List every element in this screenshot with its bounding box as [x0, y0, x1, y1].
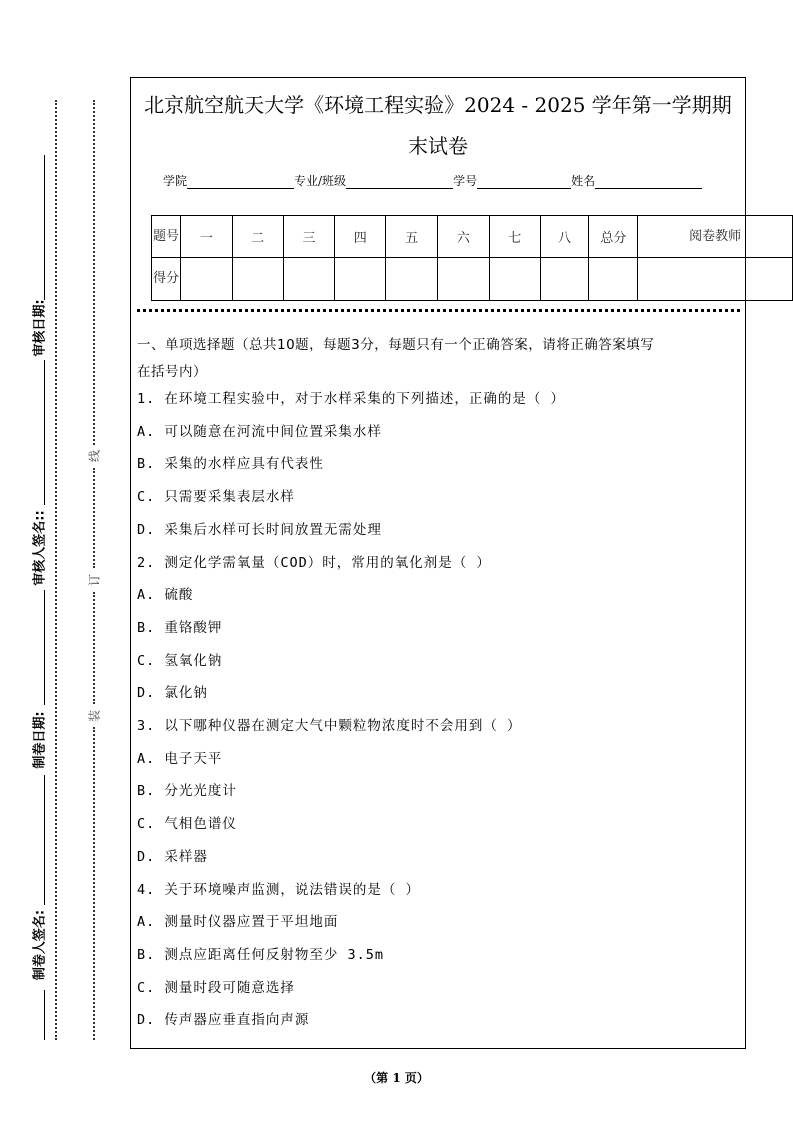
answer-option: B. 采集的水样应具有代表性: [137, 456, 324, 473]
sign-line: [44, 590, 45, 705]
student-id-label: 学号: [453, 174, 478, 188]
score-cell[interactable]: [489, 258, 540, 301]
score-cell[interactable]: [335, 258, 386, 301]
exam-title-cont: 末试卷: [408, 134, 468, 158]
name-field[interactable]: [595, 174, 702, 189]
answer-option: D. 采样器: [137, 848, 208, 865]
answer-option: A. 电子天平: [137, 750, 223, 767]
sign-line: [44, 360, 45, 505]
score-table-header: 阅卷教师: [638, 216, 793, 258]
score-table-header: 四: [335, 216, 386, 258]
answer-option: B. 分光光度计: [137, 783, 237, 800]
binding-mark-xian: 线: [87, 449, 102, 463]
answer-option: C. 气相色谱仪: [137, 816, 237, 833]
sign-line: [44, 990, 45, 1040]
question-stem: 1. 在环境工程实验中，对于水样采集的下列描述，正确的是（ ）: [137, 391, 566, 407]
score-table: [151, 215, 793, 301]
binding-dotted-line: [93, 727, 95, 1040]
binding-mark-zhuang: 装: [87, 709, 102, 723]
page-number: （第 1 页）: [364, 1071, 429, 1085]
answer-option: C. 测量时段可随意选择: [137, 979, 295, 996]
answer-option: C. 氢氧化钠: [137, 652, 223, 669]
answer-option: A. 可以随意在河流中间位置采集水样: [137, 423, 382, 440]
score-table-header: 二: [232, 216, 283, 258]
score-table-header: 八: [540, 216, 589, 258]
answer-option: A. 硫酸: [137, 587, 194, 604]
score-cell[interactable]: [437, 258, 489, 301]
binding-dotted-line: [93, 100, 95, 445]
name-label: 姓名: [571, 174, 596, 188]
exam-title: 北京航空航天大学《环境工程实验》2024 - 2025 学年第一学期期: [144, 93, 732, 117]
binding-mark-ding: 订: [87, 573, 102, 587]
maker-date-label: 制卷日期:: [32, 711, 48, 769]
score-table-header: 三: [283, 216, 335, 258]
score-cell[interactable]: [540, 258, 589, 301]
student-info-form: [163, 172, 702, 189]
score-table-header: 总分: [589, 216, 638, 258]
score-row-label: 得分: [152, 258, 181, 301]
answer-option: B. 测点应距离任何反射物至少 3.5m: [137, 946, 385, 963]
section-heading-cont: 在括号内）: [137, 364, 207, 380]
maker-sign-label: 制卷人签名:: [32, 909, 48, 981]
answer-option: D. 传声器应垂直指向声源: [137, 1012, 310, 1029]
reviewer-sign-label: 审核人签名::: [32, 510, 48, 586]
major-field[interactable]: [346, 174, 453, 189]
college-label: 学院: [163, 174, 188, 188]
score-table-header: 六: [437, 216, 489, 258]
score-cell[interactable]: [232, 258, 283, 301]
sign-line: [44, 155, 45, 300]
student-id-field[interactable]: [477, 174, 571, 189]
college-field[interactable]: [187, 174, 294, 189]
answer-option: D. 采集后水样可长时间放置无需处理: [137, 521, 382, 538]
answer-option: D. 氯化钠: [137, 685, 208, 702]
reviewer-date-label: 审核日期:: [32, 299, 48, 357]
binding-dotted-line: [93, 592, 95, 704]
answer-option: C. 只需要采集表层水样: [137, 489, 295, 506]
score-cell[interactable]: [283, 258, 335, 301]
score-cell[interactable]: [589, 258, 638, 301]
binding-dotted-line: [93, 468, 95, 568]
seal-dotted-line: [137, 309, 740, 312]
section-heading: 一、单项选择题（总共10题，每题3分，每题只有一个正确答案，请将正确答案填写: [137, 337, 655, 353]
outer-dotted-line: [55, 100, 57, 1040]
answer-option: A. 测量时仪器应置于平坦地面: [137, 914, 339, 931]
score-cell[interactable]: [386, 258, 438, 301]
score-table-header: 题号: [152, 216, 181, 258]
score-cell[interactable]: [638, 258, 793, 301]
major-label: 专业/班级: [294, 174, 347, 188]
question-stem: 4. 关于环境噪声监测，说法错误的是（ ）: [137, 881, 421, 898]
score-cell[interactable]: [180, 258, 232, 301]
question-stem: 2. 测定化学需氧量（COD）时，常用的氧化剂是（ ）: [137, 554, 491, 571]
answer-option: B. 重铬酸钾: [137, 619, 223, 636]
score-table-header: 五: [386, 216, 438, 258]
score-table-header: 七: [489, 216, 540, 258]
sign-line: [44, 775, 45, 905]
score-table-header: 一: [180, 216, 232, 258]
question-stem: 3. 以下哪种仪器在测定大气中颗粒物浓度时不会用到（ ）: [137, 718, 522, 734]
